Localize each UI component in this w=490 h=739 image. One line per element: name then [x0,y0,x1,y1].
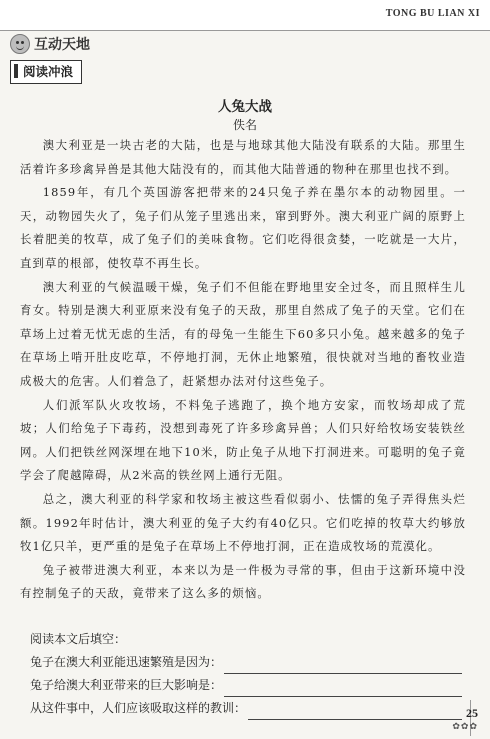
paragraph-5: 总之，澳大利亚的科学家和牧场主被这些看似弱小、怯懦的兔子弄得焦头烂额。1992年时估计，澳大利亚的兔子大约有40亿只。它们吃掉的牧草大约够放牧1亿只羊，更严重的是兔子在草场上不停地打洞，正在造成牧场的荒漠化。 [20,491,466,554]
question-text: 从这件事中，人们应该吸取这样的教训： [30,701,247,715]
smiley-icon [10,34,30,54]
header-title: TONG BU LIAN XI [385,8,480,19]
page-number: 25 [466,706,478,720]
paragraph-4: 人们派军队火攻牧场，不料兔子逃跑了，换个地方安家，而牧场却成了荒坡；人们给兔子下毒药，没想到毒死了许多珍禽异兽；人们只好给牧场安装铁丝网。人们把铁丝网深埋在地下10米，防止兔子从地下打洞进来。可聪明的兔子竟学会了爬越障碍，从2米高的铁丝网上通行无阻。 [20,397,466,483]
paragraph-3: 澳大利亚的气候温暖干燥，兔子们不但能在野地里安全过冬，而且照样生儿育女。特别是澳大利亚原来没有兔子的天敌，那里自然成了兔子的天堂。它们在草场上过着无忧无虑的生活，有的母兔一生能生下60多只小兔。越来越多的兔子在草场上啃开肚皮吃草，不停地打洞，无休止地繁殖，很快就对当地的畜牧业造成极大的危害。人们着急了，赶紧想办法对付这些兔子。 [20,279,466,388]
answer-blank[interactable] [224,681,462,697]
question-text: 兔子给澳大利亚带来的巨大影响是： [30,678,223,692]
paragraph-1: 澳大利亚是一块古老的大陆，也是与地球其他大陆没有联系的大陆。那里生活着许多珍禽异兽是其他大陆没有的，而其他大陆普通的物种在那里也找不到。 [20,138,466,176]
questions-intro: 阅读本文后填空： [30,632,127,646]
answer-blank[interactable] [224,658,462,674]
article-author: 佚名 [232,118,257,132]
answer-blank[interactable] [248,704,462,720]
question-row [20,651,466,674]
page-decoration: ✿✿✿ [452,722,478,732]
section-heading [10,34,90,54]
section-title: 互动天地 [34,37,90,53]
questions-section [20,628,466,720]
paragraph-6: 兔子被带进澳大利亚，本来以为是一件极为寻常的事，但由于这新环境中没有控制兔子的天敌，竟带来了这么多的烦恼。 [20,562,466,601]
question-row [20,674,466,697]
question-row [20,697,466,720]
section-tag: 阅读冲浪 [10,60,82,84]
question-text: 兔子在澳大利亚能迅速繁殖是因为： [30,655,223,669]
paragraph-2: 1859年，有几个英国游客把带来的24只兔子养在墨尔本的动物园里。一天，动物园失火了，兔子们从笼子里逃出来，窜到野外。澳大利亚广阔的原野上长着肥美的牧草，成了兔子们的美味食物。它们吃得很贪婪，一吃就是一大片，直到草的根部，使牧草不再生长。 [20,185,466,270]
article-title: 人兔大战 [218,99,272,115]
header-band [0,0,490,31]
article-body [20,134,466,606]
